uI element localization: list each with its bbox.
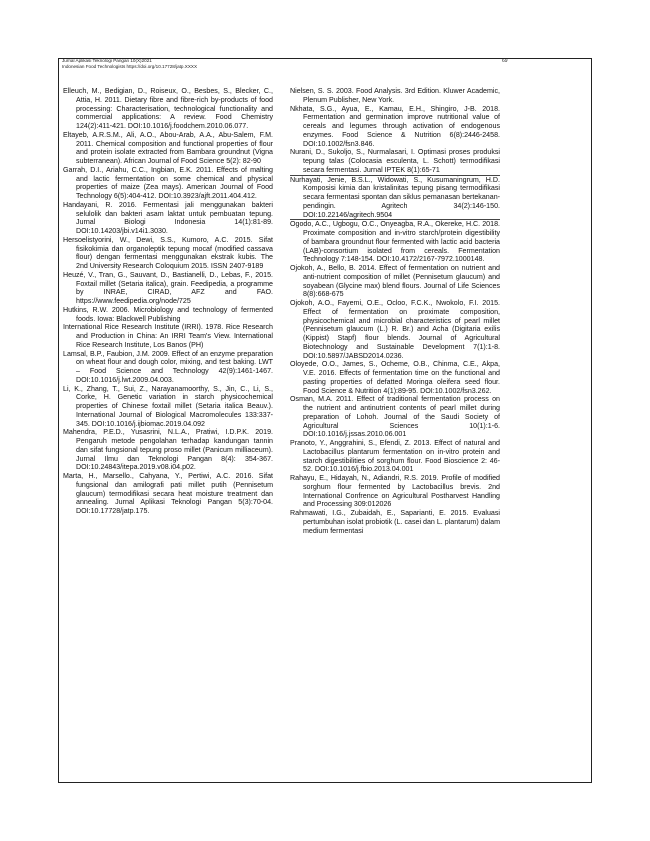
reference-item: Eltayeb, A.R.S.M., Ali, A.O., Abou-Arab, A.A., Abu-Salem, F.M. 2011. Chemical composition and functional properties of flour and protein isolate extracted from Bambara groundnut (Vigna subterranean). African Journal of Food Science 5(2): 82-90: [63, 130, 273, 165]
reference-item: Handayani, R. 2016. Fermentasi jali menggunakan bakteri selulolik dan bakteri asam laktat untuk pembuatan tepung. Jurnal Biologi Indonesia 14(1):81-89. DOI:10.14203/jbi.v14i1.3030.: [63, 200, 273, 235]
reference-item: Hutkins, R.W. 2006. Microbiology and technology of fermented foods. Iowa: Blackwell Publishing: [63, 305, 273, 323]
reference-item: Elleuch, M., Bedigian, D., Roiseux, O., Besbes, S., Blecker, C., Attia, H. 2011. Dietary fibre and fibre-rich by-products of food processing: Characterisation, technological functionality and commercial applications: A review. Food Chemistry 124(2):411-421. DOI:10.1016/j.foodchem.2010.06.077.: [63, 87, 273, 130]
reference-item: Li, K., Zhang, T., Sui, Z., Narayanamoorthy, S., Jin, C., Li, S., Corke, H. Genetic variation in starch physicochemical properties of Chinese foxtail millet (Setaria italica Beauv.). International Journal of Biological Macromolecules 133:337-345. DOI:10.1016/j.ijbiomac.2019.04.092: [63, 384, 273, 428]
reference-item: International Rice Research Institute (IRRI). 1978. Rice Research and Production in China: An IRRI Team's View. International Rice Research Institute, Los Banos (PH): [63, 323, 273, 349]
journal-line-2: Indonesian Food Technologists https://doi.org/10.17728/jatp.XXXX: [62, 64, 198, 69]
reference-item: Rahayu, E., Hidayah, N., Adiandri, R.S. 2019. Profile of modified sorghum flour fermented by Lactobacillus brevis. 2nd International Confrence on Agricultural Postharvest Handling and Processing 309:012026: [290, 474, 500, 509]
reference-item: Nurani, D., Sukoljo, S., Nurmalasari, I. Optimasi proses produksi tepung talas (Colocasia esculenta, L. Schott) termodifikasi secara fermentasi. Jurnal IPTEK 8(1):65-71: [290, 148, 500, 174]
reference-item: Osman, M.A. 2011. Effect of traditional fermentation process on the nutrient and antinutrient contents of pearl millet during preparation of Lohoh. Journal of the Saudi Society of Agricultural Sciences 10(1):1-6. DOI:10.1016/j.jssas.2010.06.001: [290, 395, 500, 439]
reference-item: Nielsen, S. S. 2003. Food Analysis. 3rd Edition. Kluwer Academic, Plenum Publisher, New York.: [290, 87, 500, 104]
reference-item: Garrah, D.I., Ariahu, C.C., Ingbian, E.K. 2011. Effects of malting and lactic fermentation on some chemical and physical properties of maize (Zea mays). American Journal of Food Technology 6(5):404-412. DOI:10.3923/ajft.2011.404.412.: [63, 165, 273, 200]
journal-line: Jurnal Aplikasi Teknologi Pangan 10(X)2021: [62, 58, 152, 63]
reference-item: Ojokoh, A.O., Fayemi, O.E., Ocloo, F.C.K., Nwokolo, F.I. 2015. Effect of fermentation on proximate composition, physicochemical and microbial characteristics of pearl millet (Pennisetum glaucum (L.) R. Br.) and Acha (Digitaria exilis (Kippist) Stapf) flour blends. Journal of Agricultural Biotechnology and Sustainable Development 7(1):1-8. DOI:10.5897/JABSD2014.0236.: [290, 299, 500, 360]
running-header: [62, 58, 516, 70]
reference-item-highlighted: Nurhayati, Jenie, B.S.L., Widowati, S., Kusumaningrum, H.D. Komposisi kimia dan kristalinitas tepung pisang termodifikasi secara fermentasi spontan dan siklus pemanasan bertekanan-pendingin. Agritech 34(2):146-150. DOI:10.22146/agritech.9504: [290, 175, 500, 219]
reference-item: Heuzé, V., Tran, G., Sauvant, D., Bastianelli, D., Lebas, F., 2015. Foxtail millet (Setaria italica), grain. Feedipedia, a programme by INRAE, CIRAD, AFZ and FAO. https://www.feedipedia.org/node/725: [63, 270, 273, 305]
reference-item: Lamsal, B.P., Faubion, J.M. 2009. Effect of an enzyme preparation on wheat flour and dough color, mixing, and test baking. LWT – Food Science and Technology 42(9):1461-1467. DOI:10.1016/j.lwt.2009.04.003.: [63, 349, 273, 384]
reference-item: Nkhata, S.G., Ayua, E., Kamau, E.H., Shingiro, J-B. 2018. Fermentation and germination improve nutritional value of cereals and legumes through activation of endogenous enzymes. Food Science & Nutrition 6(8):2446-2458. DOI:10.1002/fsn3.846.: [290, 104, 500, 148]
reference-item: Marta, H., Marsello., Cahyana, Y., Pertiwi, A.C. 2016. Sifat fungsional dan amilografi pati millet putih (Pennisetum glaucum) termodifikasi secara heat moisture treatment dan annealing. Jurnal Aplikasi Teknologi Pangan 5(3):70-04. DOI:10.17728/jatp.175.: [63, 472, 273, 515]
reference-item: Ogodo, A.C., Ugbogu, O.C., Onyeagba, R.A., Okereke, H.C. 2018. Proximate composition and in-vitro starch/protein digestibility of bambara groundnut flour fermented with lactic acid bacteria (LAB)-consortium isolated from cereals. Fermentation Technology 7:148-154. DOI:10.4172/2167-7972.1000148.: [290, 220, 500, 264]
reference-item: Mahendra, P.E.D., Yusasrini, N.L.A., Pratiwi, I.D.P.K. 2019. Pengaruh metode pengolahan terhadap kandungan tannin dan sifat fungsional tepung proso millet (Panicum milliaceum). Jurnal Ilmu dan Teknologi Pangan 8(4): 354-367. DOI:10.24843/itepa.2019.v08.i04.p02.: [63, 428, 273, 472]
references-left-column: [63, 87, 273, 516]
reference-item: Ojokoh, A., Bello, B. 2014. Effect of fermentation on nutrient and anti-nutrient composition of millet (Pennisetum glaucum) and soyabean (Glycine max) blend flours. Journal of Life Sciences 8(8):668-675: [290, 264, 500, 299]
reference-item: Rahmawati, I.G., Zubaidah, E., Saparianti, E. 2015. Evaluasi pertumbuhan isolat probiotik (L. casei dan L. plantarum) dalam medium fermentasi: [290, 509, 500, 535]
references-right-column: [290, 87, 500, 535]
reference-item: Pranoto, Y., Anggrahini, S., Efendi, Z. 2013. Effect of natural and Lactobacillus plantarum fermentation on in-vitro protein and starch digestibilities of sorghum flour. Food Bioscience 2: 46-52. DOI:10.1016/j.fbio.2013.04.001: [290, 439, 500, 474]
reference-item: Hersoelistyorini, W., Dewi, S.S., Kumoro, A.C. 2015. Sifat fisikokimia dan organoleptik tepung mocaf (modified cassava flour) dengan fermentasi menggunakan ekstrak kubis. The 2nd University Research Coloquium 2015. ISSN 2407-9189: [63, 235, 273, 270]
page-number: 69: [502, 58, 508, 64]
reference-item: Oloyede, O.O., James, S., Ocheme, O.B., Chinma, C.E., Akpa, V.E. 2016. Effects of fermentation time on the functional and pasting properties of defatted Moringa oleifera seed flour. Food Science & Nutrition 4(1):89-95. DOI:10.1002/fsn3.262.: [290, 360, 500, 395]
